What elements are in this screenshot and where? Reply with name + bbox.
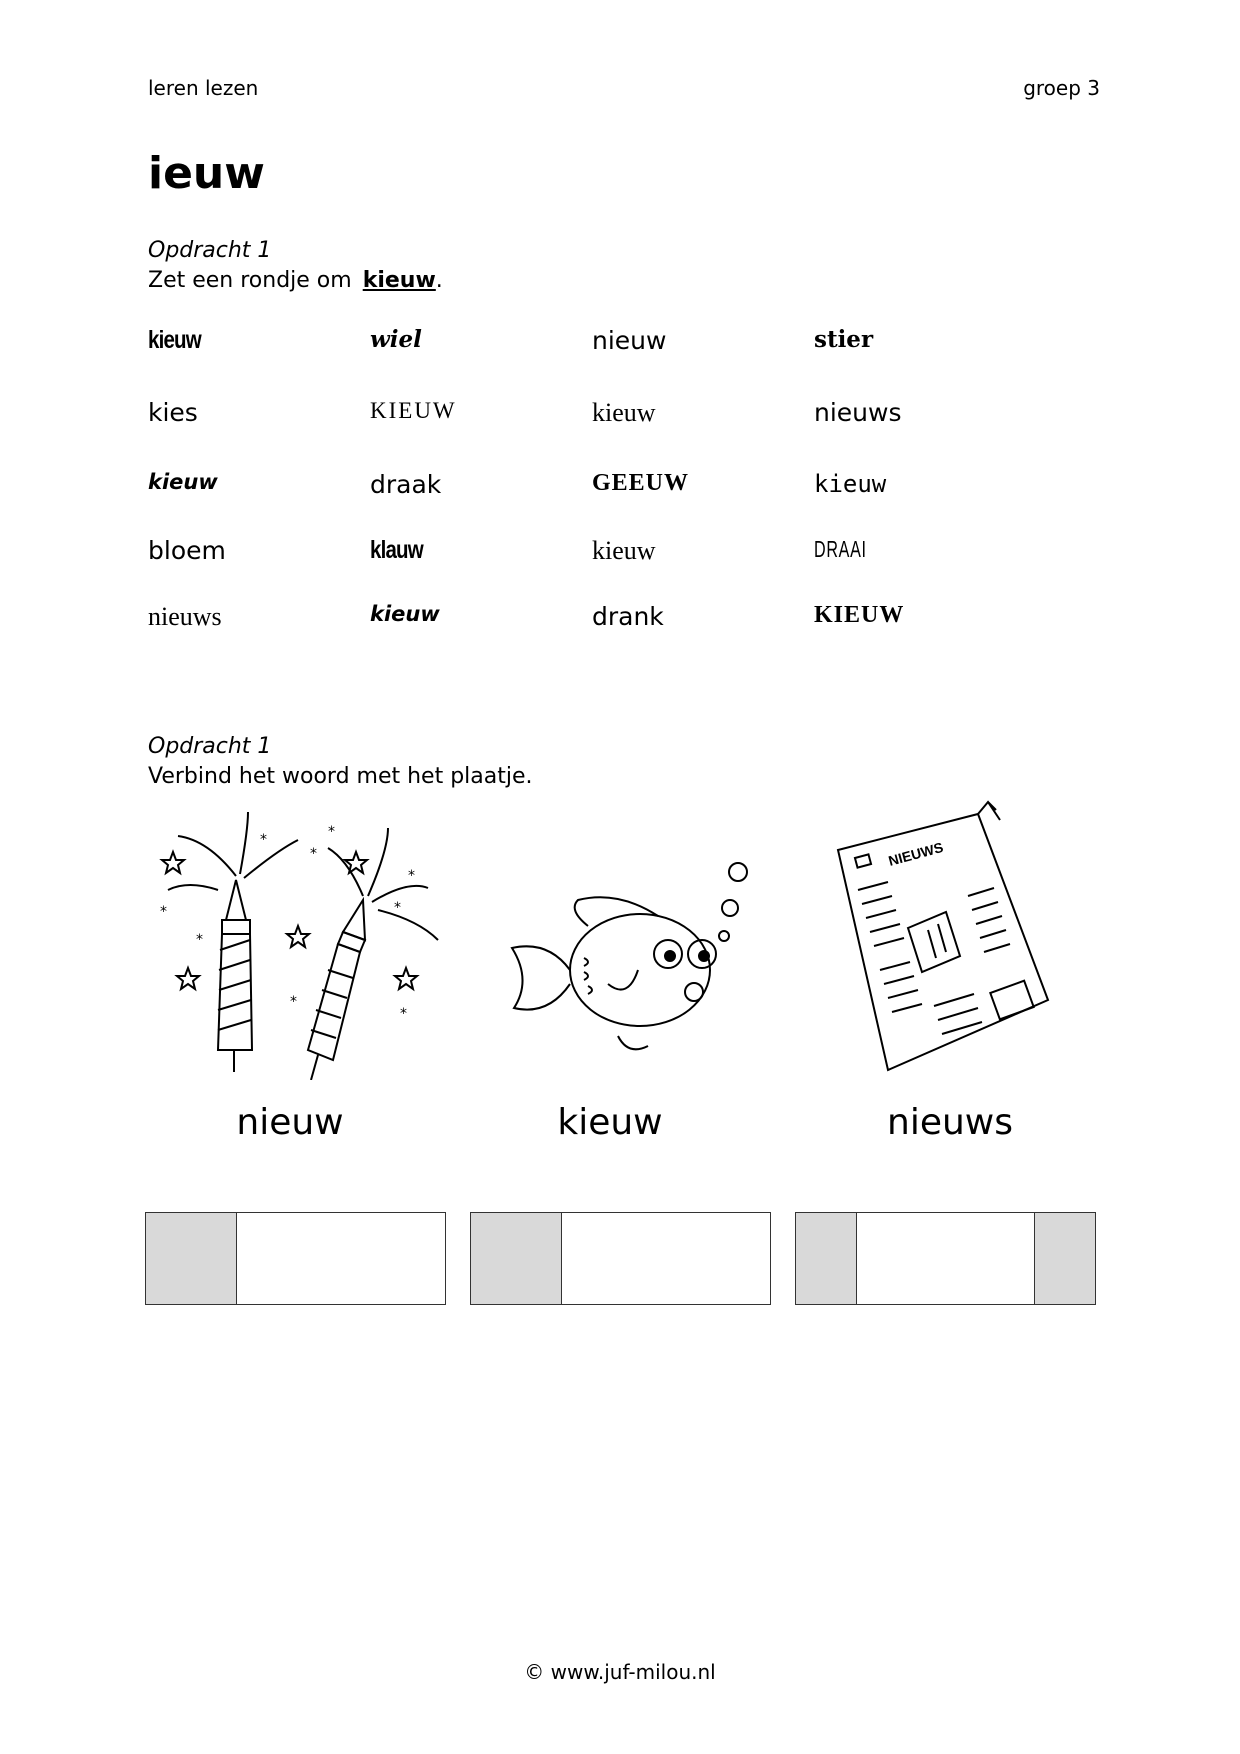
answer-box-shaded-cell: [471, 1213, 561, 1304]
newspaper-masthead: NIEUWS: [886, 838, 945, 869]
answer-box[interactable]: [470, 1212, 771, 1305]
answer-box-blank-cell[interactable]: [856, 1213, 1035, 1304]
fireworks-picture: [148, 800, 468, 1080]
answer-box-shaded-cell: [146, 1213, 236, 1304]
word-cell[interactable]: nieuws: [814, 398, 902, 427]
answer-box-blank-cell[interactable]: [236, 1213, 445, 1304]
word-row: [148, 470, 1048, 510]
word-cell[interactable]: kieuw: [370, 602, 440, 626]
word-cell[interactable]: stier: [814, 326, 874, 353]
word-cell[interactable]: drank: [592, 602, 664, 631]
svg-text:*: *: [260, 832, 267, 848]
word-cell[interactable]: KIEUW: [370, 398, 457, 423]
word-cell[interactable]: kieuw: [592, 398, 656, 427]
match-word: nieuws: [887, 1102, 1013, 1143]
word-cell[interactable]: kies: [148, 398, 198, 427]
svg-text:*: *: [394, 900, 401, 916]
match-word: kieuw: [557, 1102, 663, 1143]
footer-copyright: © www.juf-milou.nl: [524, 1660, 716, 1684]
answer-box[interactable]: [145, 1212, 446, 1305]
target-word: kieuw: [362, 268, 436, 293]
svg-text:*: *: [196, 932, 203, 948]
svg-text:*: *: [290, 994, 297, 1010]
word-cell[interactable]: kieuw: [148, 326, 201, 354]
word-cell[interactable]: GEEUW: [592, 470, 690, 496]
word-cell[interactable]: draak: [370, 470, 442, 499]
word-row: [148, 536, 1048, 576]
svg-text:*: *: [310, 846, 317, 862]
svg-text:*: *: [160, 904, 167, 920]
word-cell[interactable]: klauw: [370, 536, 423, 564]
word-row: [148, 326, 1048, 366]
rocket-tip: [226, 880, 246, 920]
exercise2-heading: Opdracht 1: [148, 734, 272, 759]
svg-text:*: *: [408, 868, 415, 884]
page-title: ieuw: [148, 148, 265, 199]
answer-box-blank-cell[interactable]: [561, 1213, 770, 1304]
exercise1-heading: Opdracht 1: [148, 238, 272, 263]
fish-picture: [508, 800, 768, 1080]
instruction-text: Zet een rondje om: [148, 268, 352, 293]
exercise2-instruction: Verbind het woord met het plaatje.: [148, 764, 533, 789]
instruction-end: .: [435, 268, 443, 293]
header-grade: groep 3: [1023, 76, 1100, 100]
svg-text:*: *: [328, 824, 335, 840]
word-cell[interactable]: kieuw: [814, 470, 887, 498]
header-subject: leren lezen: [148, 76, 259, 100]
answer-box-shaded-cell: [1035, 1213, 1095, 1304]
word-cell[interactable]: bloem: [148, 536, 226, 565]
word-cell[interactable]: kieuw: [148, 470, 218, 494]
word-row: [148, 398, 1048, 438]
svg-text:*: *: [400, 1006, 407, 1022]
word-cell[interactable]: DRAAI: [814, 536, 867, 562]
word-cell[interactable]: nieuw: [592, 326, 667, 355]
exercise1-instruction: [148, 268, 443, 293]
answer-box[interactable]: [795, 1212, 1096, 1305]
word-row: [148, 602, 1048, 642]
answer-box-shaded-cell: [796, 1213, 856, 1304]
match-word: nieuw: [236, 1102, 344, 1143]
word-cell[interactable]: nieuws: [148, 602, 222, 631]
word-cell[interactable]: KIEUW: [814, 602, 905, 628]
newspaper-picture: [828, 800, 1068, 1090]
word-cell[interactable]: wiel: [370, 326, 422, 353]
word-cell[interactable]: kieuw: [592, 536, 656, 565]
